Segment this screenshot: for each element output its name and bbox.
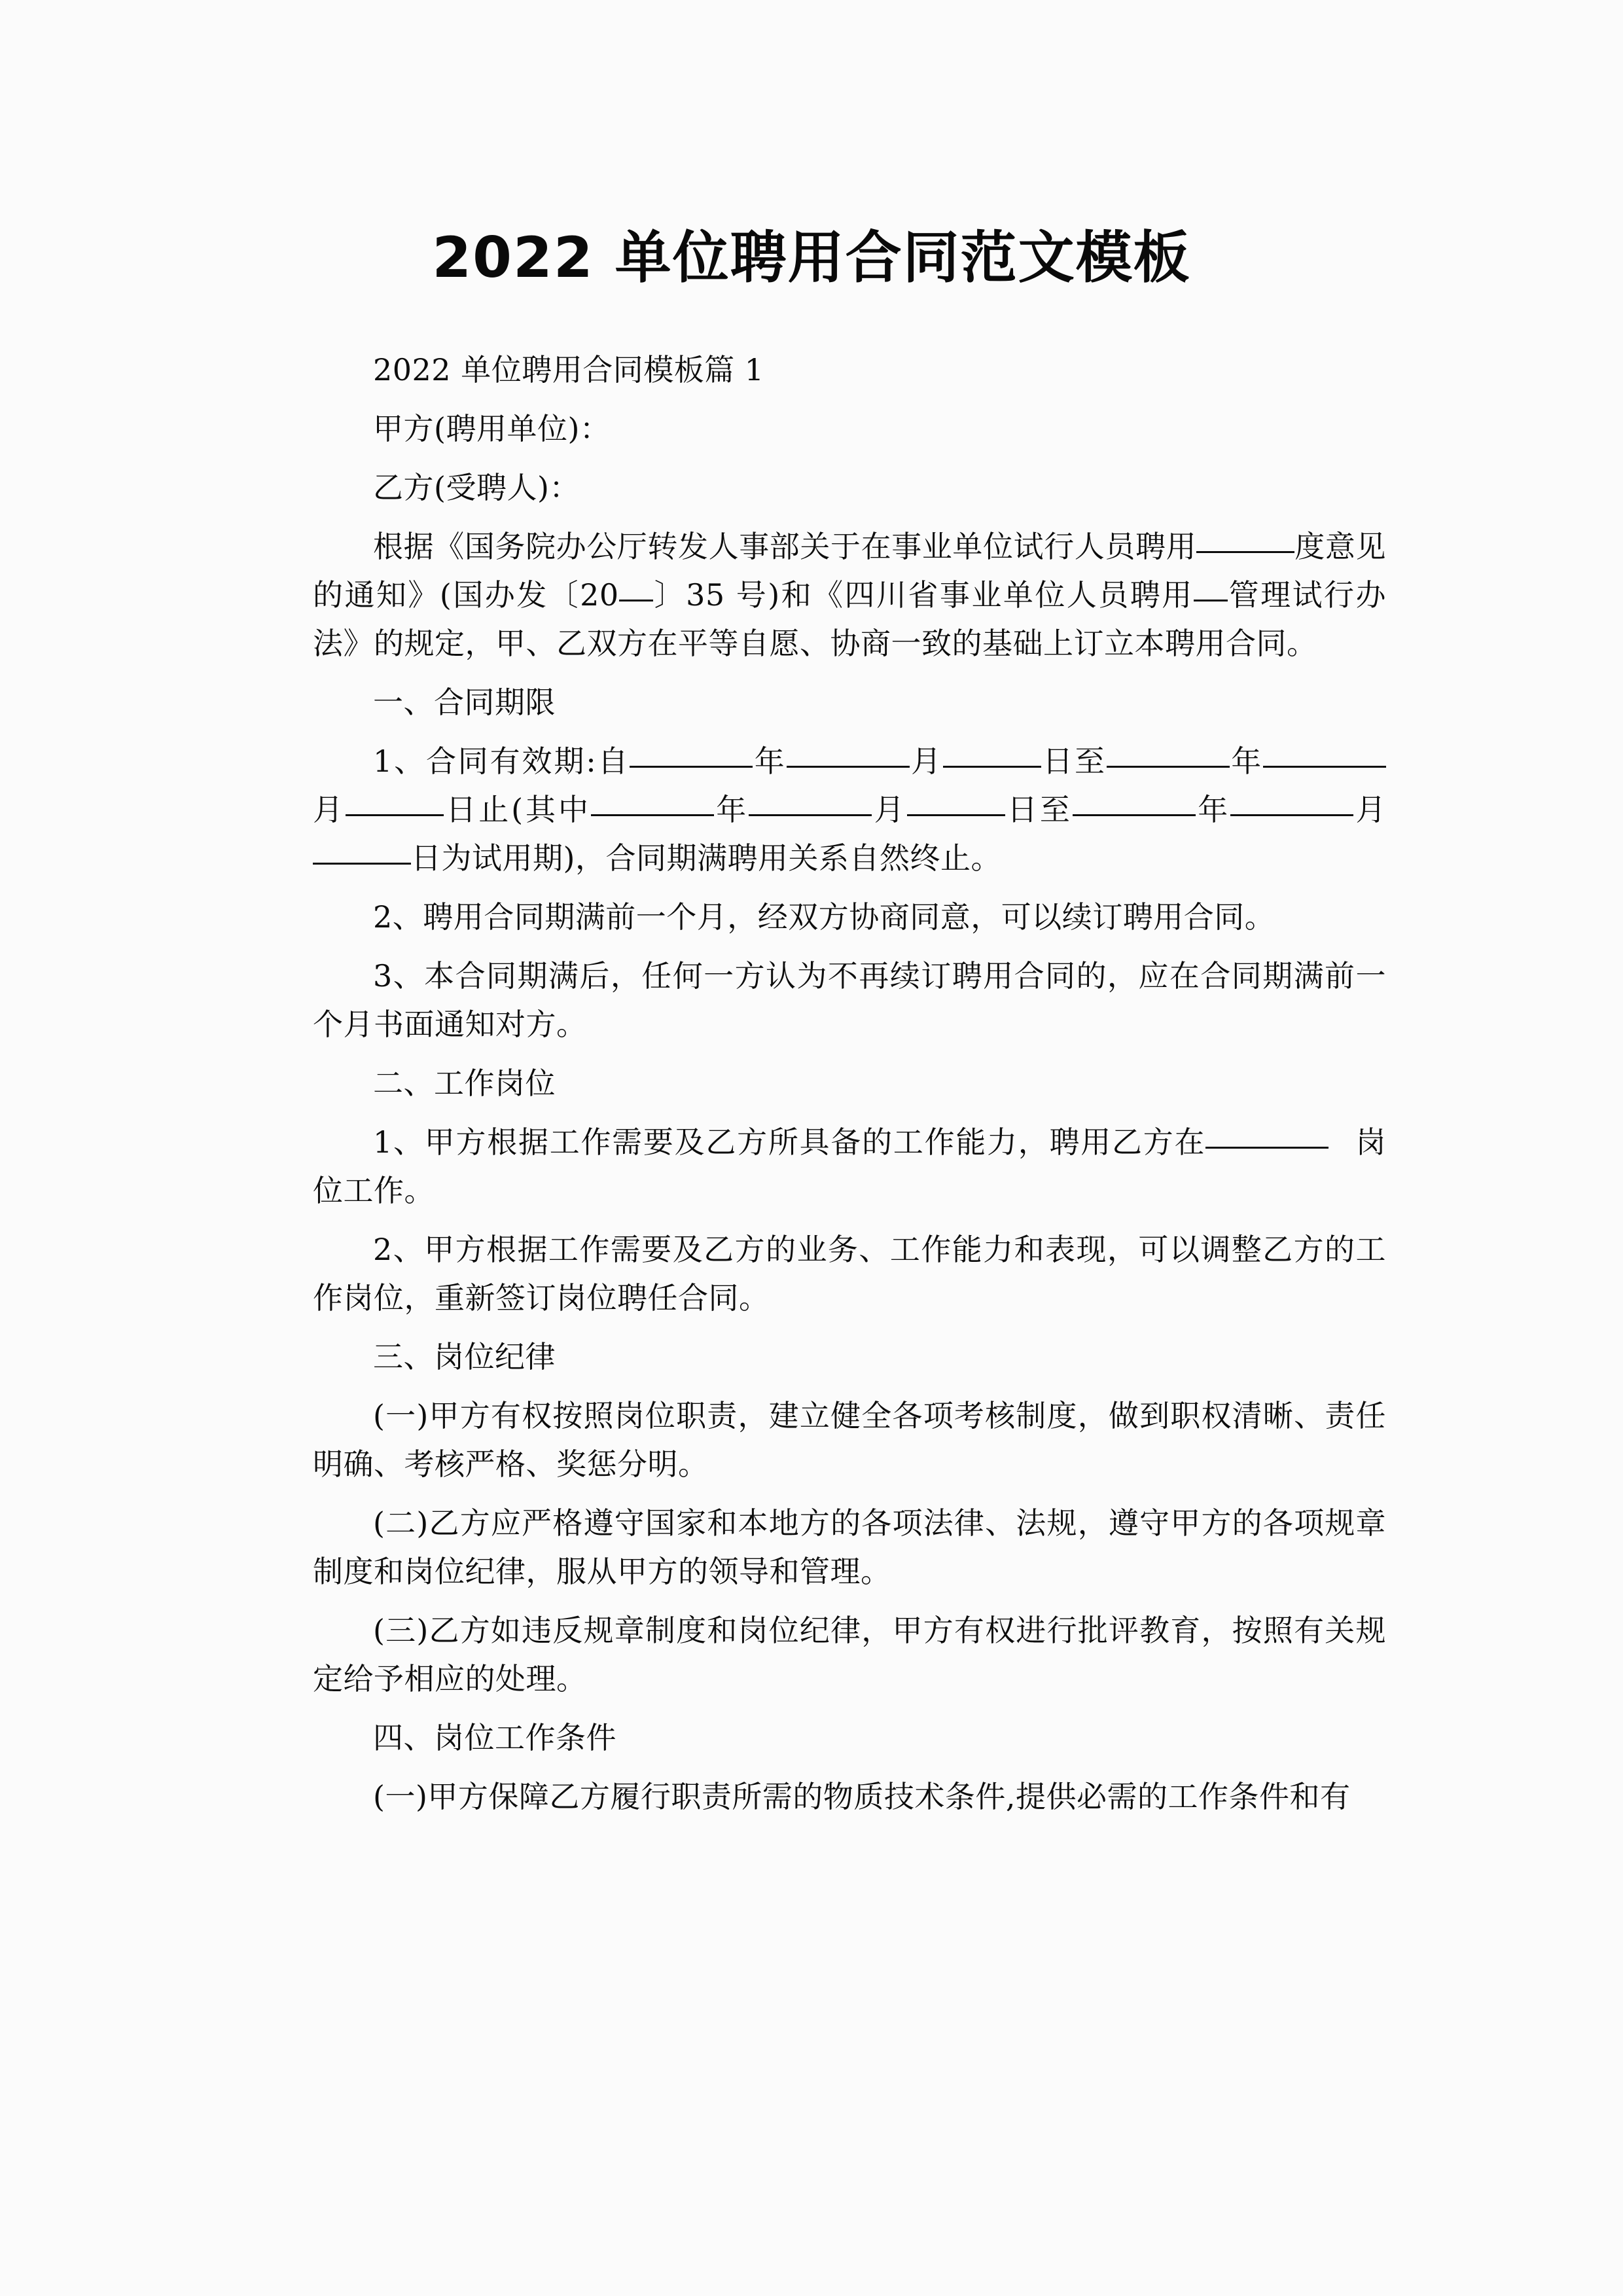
section-1-item-1 xyxy=(313,737,1386,882)
document-body xyxy=(313,346,1386,1821)
section-3-heading: 三、岗位纪律 xyxy=(373,1339,556,1374)
s1-i1-month: 月 xyxy=(909,744,943,779)
section-3-item-3: (三)乙方如违反规章制度和岗位纪律，甲方有权进行批评教育，按照有关规定给予相应的处理。 xyxy=(313,1613,1386,1696)
party-a-line: 甲方(聘用单位)： xyxy=(373,411,611,446)
s2-i1-post: 岗位工作。 xyxy=(313,1124,1386,1208)
blank-fill-year-code[interactable] xyxy=(619,600,653,601)
section-1-heading-text: 一、合同期限 xyxy=(373,685,556,720)
blank-job-post[interactable] xyxy=(1205,1147,1329,1149)
party-b-line: 乙方(受聘人)： xyxy=(373,470,580,505)
blank-start-year[interactable] xyxy=(630,766,753,768)
preamble-paragraph xyxy=(313,522,1386,668)
s1-i1-lead: 1、合同有效期: xyxy=(373,744,597,779)
s1-i1-month3: 月 xyxy=(872,792,907,827)
page-title: 2022 单位聘用合同范文模板 xyxy=(432,224,1191,291)
s1-i1-from: 自 xyxy=(596,744,630,779)
section-3-item-1: (一)甲方有权按照岗位职责，建立健全各项考核制度，做到职权清晰、责任明确、考核严格、奖惩分明。 xyxy=(313,1398,1386,1482)
blank-fill-system-2[interactable] xyxy=(1194,600,1228,601)
preamble-part-2: 度意见的通知》(国办发〔20 xyxy=(313,529,1387,613)
section-1-item-2: 2、聘用合同期满前一个月，经双方协商同意，可以续订聘用合同。 xyxy=(373,899,1275,935)
section-4-item-1: (一)甲方保障乙方履行职责所需的物质技术条件,提供必需的工作条件和有 xyxy=(373,1779,1351,1814)
section-1-heading xyxy=(313,678,1386,726)
blank-trial-start-year[interactable] xyxy=(591,814,714,816)
section-3-item-2: (二)乙方应严格遵守国家和本地方的各项法律、法规，遵守甲方的各项规章制度和岗位纪律，服从甲方的领导和管理。 xyxy=(313,1505,1386,1589)
s1-i1-month2: 月 xyxy=(313,792,346,827)
blank-end-year[interactable] xyxy=(1107,766,1230,768)
blank-trial-start-day[interactable] xyxy=(907,814,1005,816)
s1-i1-day-to2: 日至 xyxy=(1005,792,1073,827)
s2-i1-pre: 1、甲方根据工作需要及乙方所具备的工作能力，聘用乙方在 xyxy=(373,1124,1206,1160)
blank-start-month[interactable] xyxy=(787,766,910,768)
s1-i1-day-to: 日至 xyxy=(1041,744,1107,779)
blank-start-day[interactable] xyxy=(943,766,1041,768)
s1-i1-tail: 日为试用期)，合同期满聘用关系自然终止。 xyxy=(411,840,1001,876)
blank-end-day[interactable] xyxy=(346,814,444,816)
blank-fill-system-1[interactable] xyxy=(1196,551,1294,553)
s1-i1-year: 年 xyxy=(753,744,787,779)
s1-i1-year2: 年 xyxy=(1229,744,1264,779)
preamble-part-3: 〕35 号)和《四川省事业单位人员聘用 xyxy=(652,577,1194,613)
blank-end-month-lead[interactable] xyxy=(1263,766,1386,768)
section-1-item-3: 3、本合同期满后，任何一方认为不再续订聘用合同的，应在合同期满前一个月书面通知对方。 xyxy=(313,958,1386,1042)
section-2-heading: 二、工作岗位 xyxy=(373,1066,556,1101)
blank-trial-end-day[interactable] xyxy=(313,863,411,865)
section-2-item-1 xyxy=(313,1118,1386,1215)
preamble-part-4: 管理试行办法》的规定，甲、乙双方在平等自愿、协商一致的基础上订立本聘用合同。 xyxy=(313,577,1387,661)
s1-i1-month4: 月 xyxy=(1353,792,1387,827)
s1-i1-year3: 年 xyxy=(713,792,749,827)
preamble-part-1: 根据《国务院办公厅转发人事部关于在事业单位试行人员聘用 xyxy=(373,529,1197,564)
s1-i1-day-end: 日止(其中 xyxy=(443,792,591,827)
s1-i1-year4: 年 xyxy=(1195,792,1231,827)
blank-trial-end-year[interactable] xyxy=(1073,814,1196,816)
blank-trial-end-month[interactable] xyxy=(1230,814,1353,816)
section-4-heading: 四、岗位工作条件 xyxy=(373,1720,616,1755)
subtitle-line: 2022 单位聘用合同模板篇 1 xyxy=(373,352,764,387)
section-2-item-2: 2、甲方根据工作需要及乙方的业务、工作能力和表现，可以调整乙方的工作岗位，重新签订岗位聘任合同。 xyxy=(313,1232,1386,1316)
blank-trial-start-month[interactable] xyxy=(749,814,872,816)
